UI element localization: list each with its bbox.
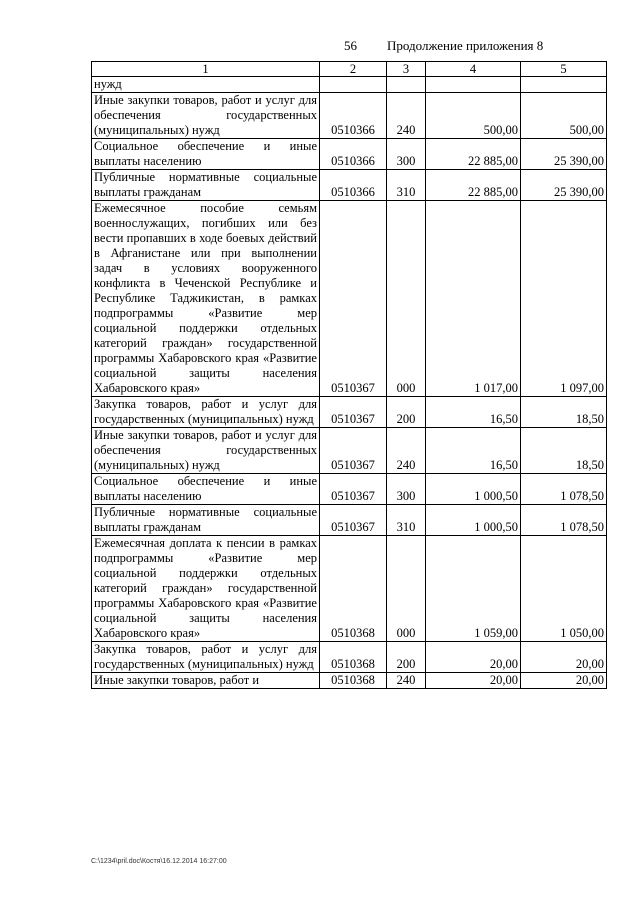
header-cell: 2 [320,62,387,77]
row-type: 200 [387,642,426,673]
row-name: Ежемесячное пособие семьям военнослужащих, погибших или без вести пропавших в ходе боевых действий в Афганистане или при выполнении задач в условиях вооруженного конфликта в Чеченской Республике и Республике Таджикистан, в рамках подпрограммы «Развитие мер социальной поддержки отдельных категорий граждан» государственной программы Хабаровского края «Развитие социальной защиты населения Хабаровского края» [92,201,320,397]
row-name: нужд [92,77,320,93]
header-cell: 4 [426,62,521,77]
row-value-col4: 16,50 [426,428,521,474]
table-row [92,201,607,397]
row-name: Закупка товаров, работ и услуг для государственных (муниципальных) нужд [92,642,320,673]
budget-table [91,61,607,689]
row-type: 300 [387,139,426,170]
row-code: 0510368 [320,673,387,689]
row-value-col5: 500,00 [521,93,607,139]
row-type [387,77,426,93]
row-value-col4: 1 000,50 [426,505,521,536]
row-name: Иные закупки товаров, работ и [92,673,320,689]
row-value-col4 [426,77,521,93]
header-row [92,62,607,77]
row-name: Иные закупки товаров, работ и услуг для обеспечения государственных (муниципальных) нужд [92,428,320,474]
row-type: 000 [387,536,426,642]
page-header [0,38,640,58]
row-code: 0510367 [320,397,387,428]
row-type: 310 [387,505,426,536]
table-row [92,505,607,536]
table-row [92,397,607,428]
row-value-col4: 20,00 [426,642,521,673]
row-name: Закупка товаров, работ и услуг для государственных (муниципальных) нужд [92,397,320,428]
table-row [92,642,607,673]
row-type: 200 [387,397,426,428]
row-value-col4: 1 017,00 [426,201,521,397]
row-code: 0510366 [320,170,387,201]
table-body [92,77,607,689]
row-value-col4: 22 885,00 [426,170,521,201]
row-type: 240 [387,428,426,474]
row-code [320,77,387,93]
row-code: 0510366 [320,93,387,139]
row-code: 0510366 [320,139,387,170]
table-row [92,474,607,505]
row-type: 000 [387,201,426,397]
row-value-col5: 1 050,00 [521,536,607,642]
row-type: 300 [387,474,426,505]
row-value-col5 [521,77,607,93]
row-value-col5: 18,50 [521,428,607,474]
row-name: Публичные нормативные социальные выплаты гражданам [92,170,320,201]
row-value-col5: 1 078,50 [521,505,607,536]
row-value-col5: 25 390,00 [521,170,607,201]
row-code: 0510367 [320,428,387,474]
row-value-col4: 22 885,00 [426,139,521,170]
header-cell: 3 [387,62,426,77]
row-value-col4: 1 000,50 [426,474,521,505]
header-cell: 5 [521,62,607,77]
file-path-footer: C:\1234\pril.doc\Костя\16.12.2014 16:27:00 [91,858,227,865]
row-type: 240 [387,93,426,139]
header-cell: 1 [92,62,320,77]
row-name: Иные закупки товаров, работ и услуг для обеспечения государственных (муниципальных) нужд [92,93,320,139]
row-value-col5: 20,00 [521,642,607,673]
row-name: Социальное обеспечение и иные выплаты населению [92,139,320,170]
table-row [92,673,607,689]
table-row [92,170,607,201]
table-row [92,536,607,642]
row-value-col5: 18,50 [521,397,607,428]
table-row [92,139,607,170]
continuation-label: Продолжение приложения 8 [387,38,544,53]
row-value-col5: 20,00 [521,673,607,689]
table-row [92,93,607,139]
row-type: 240 [387,673,426,689]
row-value-col4: 1 059,00 [426,536,521,642]
row-code: 0510367 [320,474,387,505]
table-row [92,77,607,93]
row-code: 0510368 [320,536,387,642]
row-value-col5: 1 097,00 [521,201,607,397]
row-value-col4: 20,00 [426,673,521,689]
row-value-col4: 16,50 [426,397,521,428]
row-value-col4: 500,00 [426,93,521,139]
table-row [92,428,607,474]
row-name: Публичные нормативные социальные выплаты гражданам [92,505,320,536]
row-value-col5: 25 390,00 [521,139,607,170]
row-name: Социальное обеспечение и иные выплаты населению [92,474,320,505]
row-code: 0510368 [320,642,387,673]
row-type: 310 [387,170,426,201]
row-name: Ежемесячная доплата к пенсии в рамках подпрограммы «Развитие мер социальной поддержки отдельных категорий граждан» государственной программы Хабаровского края «Развитие социальной защиты населения Хабаровского края» [92,536,320,642]
row-code: 0510367 [320,505,387,536]
row-value-col5: 1 078,50 [521,474,607,505]
row-code: 0510367 [320,201,387,397]
page-number: 56 [344,38,357,53]
